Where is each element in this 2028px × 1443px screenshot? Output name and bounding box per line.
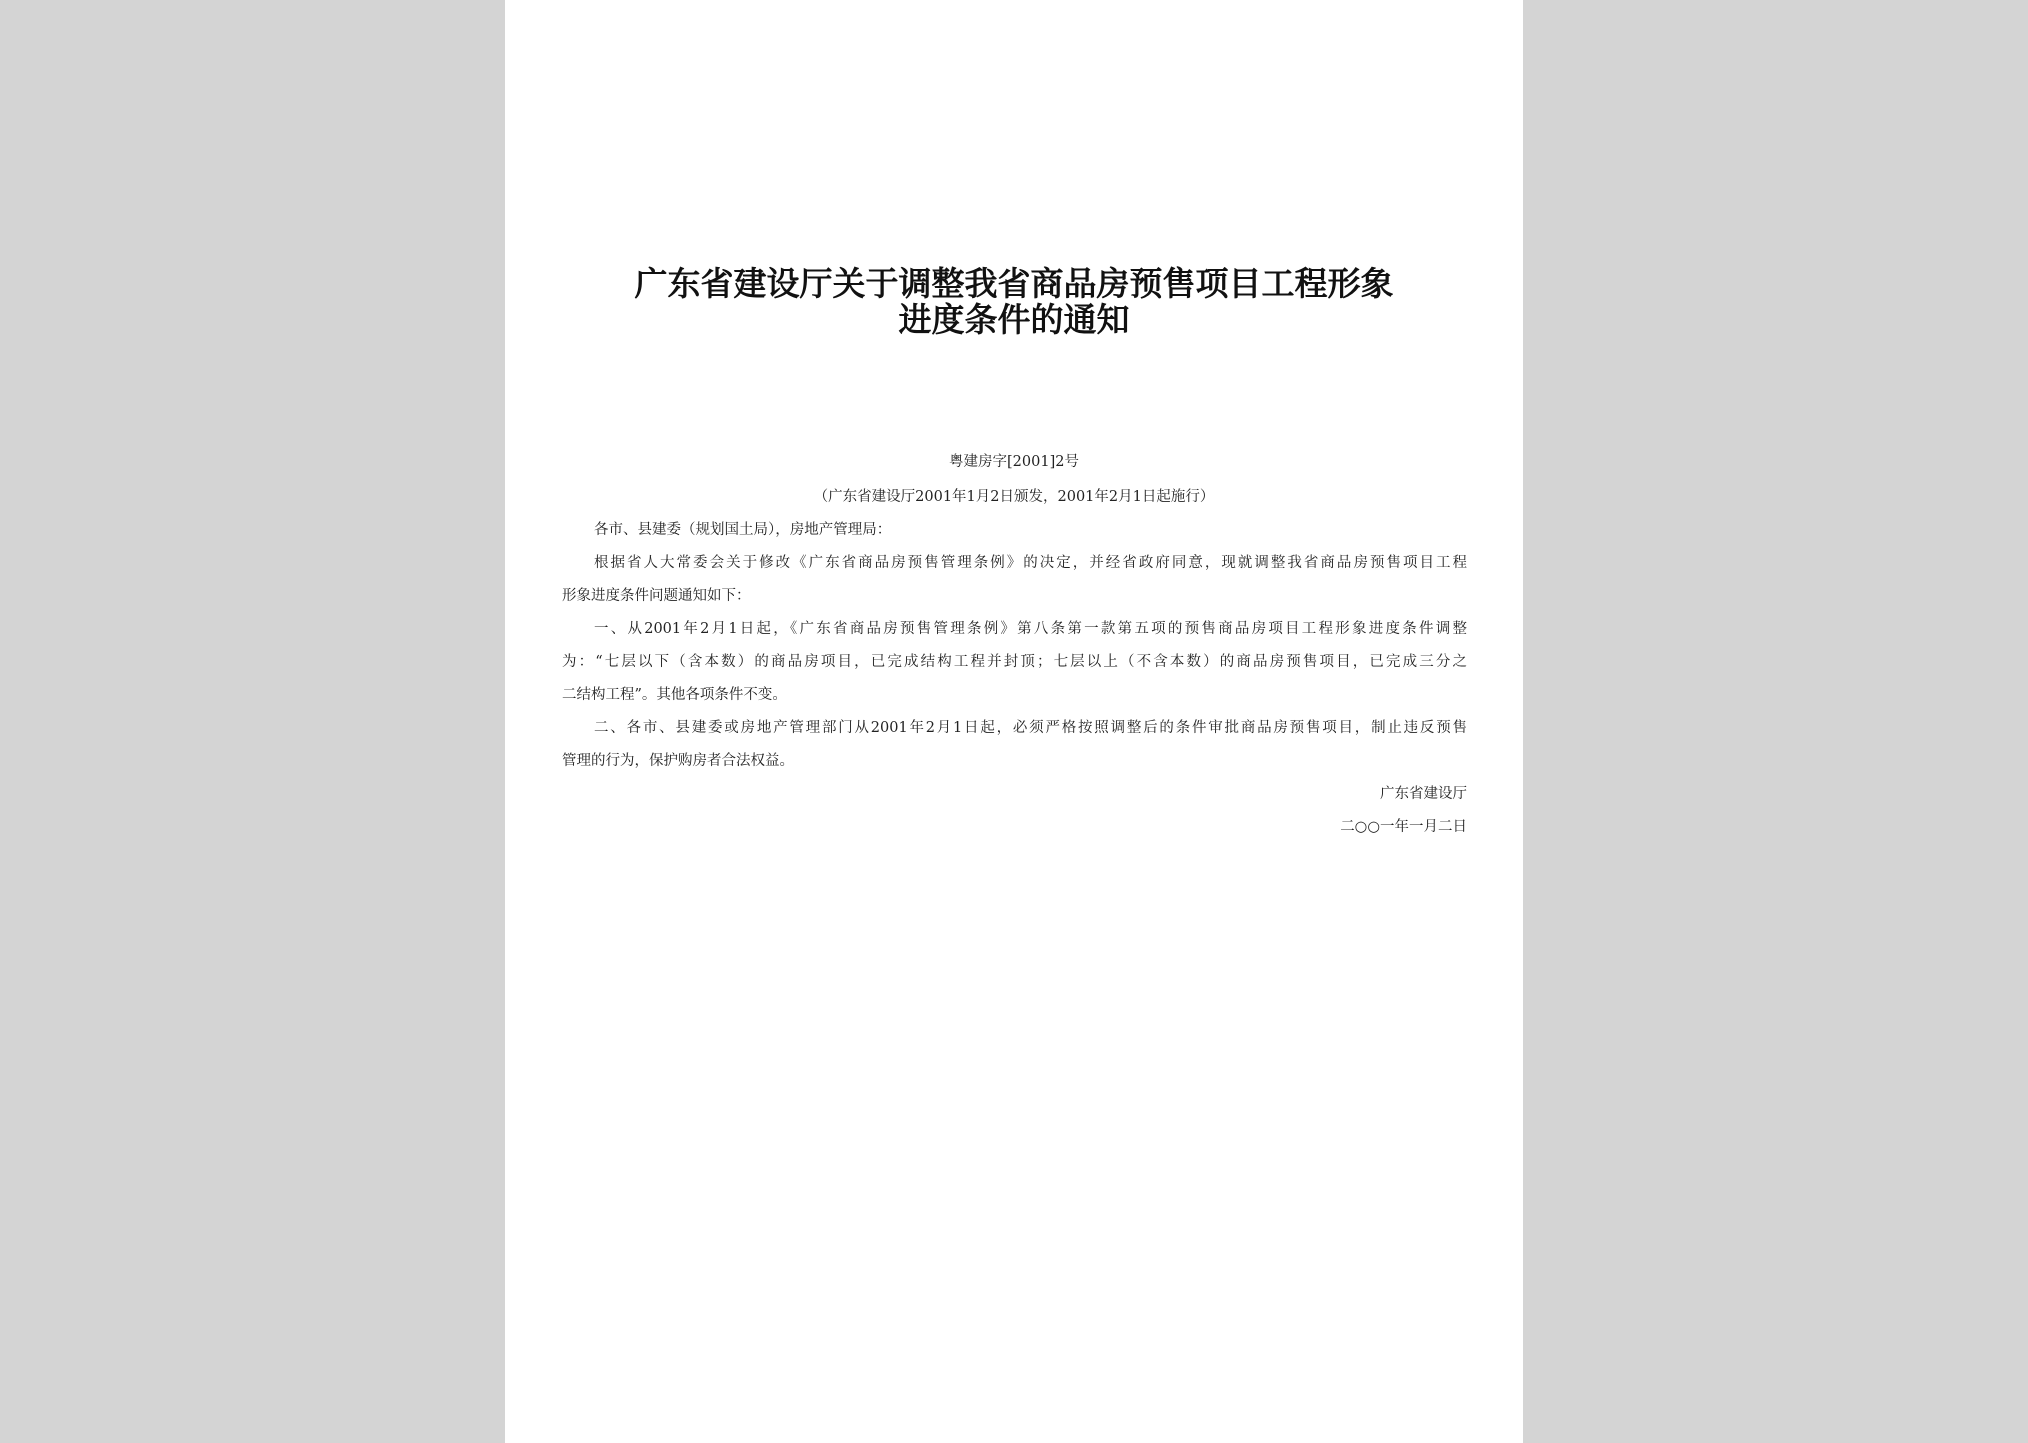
document-page: [505, 0, 1523, 1443]
issue-info: （广东省建设厅2001年1月2日颁发，2001年2月1日起施行）: [813, 489, 1215, 505]
document-title-line-2: 进度条件的通知: [898, 300, 1130, 339]
document-title-line-1: 广东省建设厅关于调整我省商品房预售项目工程形象: [634, 264, 1394, 303]
paragraph-2-line-1: 一、从2001年2月1日起，《广东省商品房预售管理条例》第八条第一款第五项的预售商品房项目工程形象进度条件调整: [594, 621, 1467, 637]
paragraph-1-line-2: 形象进度条件问题通知如下：: [562, 588, 751, 604]
paragraph-3-line-2: 管理的行为，保护购房者合法权益。: [562, 753, 794, 769]
paragraph-3-line-1: 二、各市、县建委或房地产管理部门从2001年2月1日起，必须严格按照调整后的条件审批商品房预售项目，制止违反预售: [594, 720, 1467, 736]
addressee: 各市、县建委（规划国土局），房地产管理局：: [594, 522, 892, 538]
signature-date: 二○○一年一月二日: [1340, 819, 1467, 835]
paragraph-2-line-2: 为：“七层以下（含本数）的商品房项目，已完成结构工程并封顶；七层以上（不含本数）的商品房预售项目，已完成三分之: [562, 654, 1467, 670]
signature-issuer: 广东省建设厅: [1380, 786, 1467, 802]
paragraph-2-line-3: 二结构工程”。其他各项条件不变。: [562, 687, 787, 703]
document-number: 粤建房字[2001]2号: [949, 454, 1079, 470]
paragraph-1-line-1: 根据省人大常委会关于修改《广东省商品房预售管理条例》的决定，并经省政府同意，现就调整我省商品房预售项目工程: [594, 555, 1467, 571]
